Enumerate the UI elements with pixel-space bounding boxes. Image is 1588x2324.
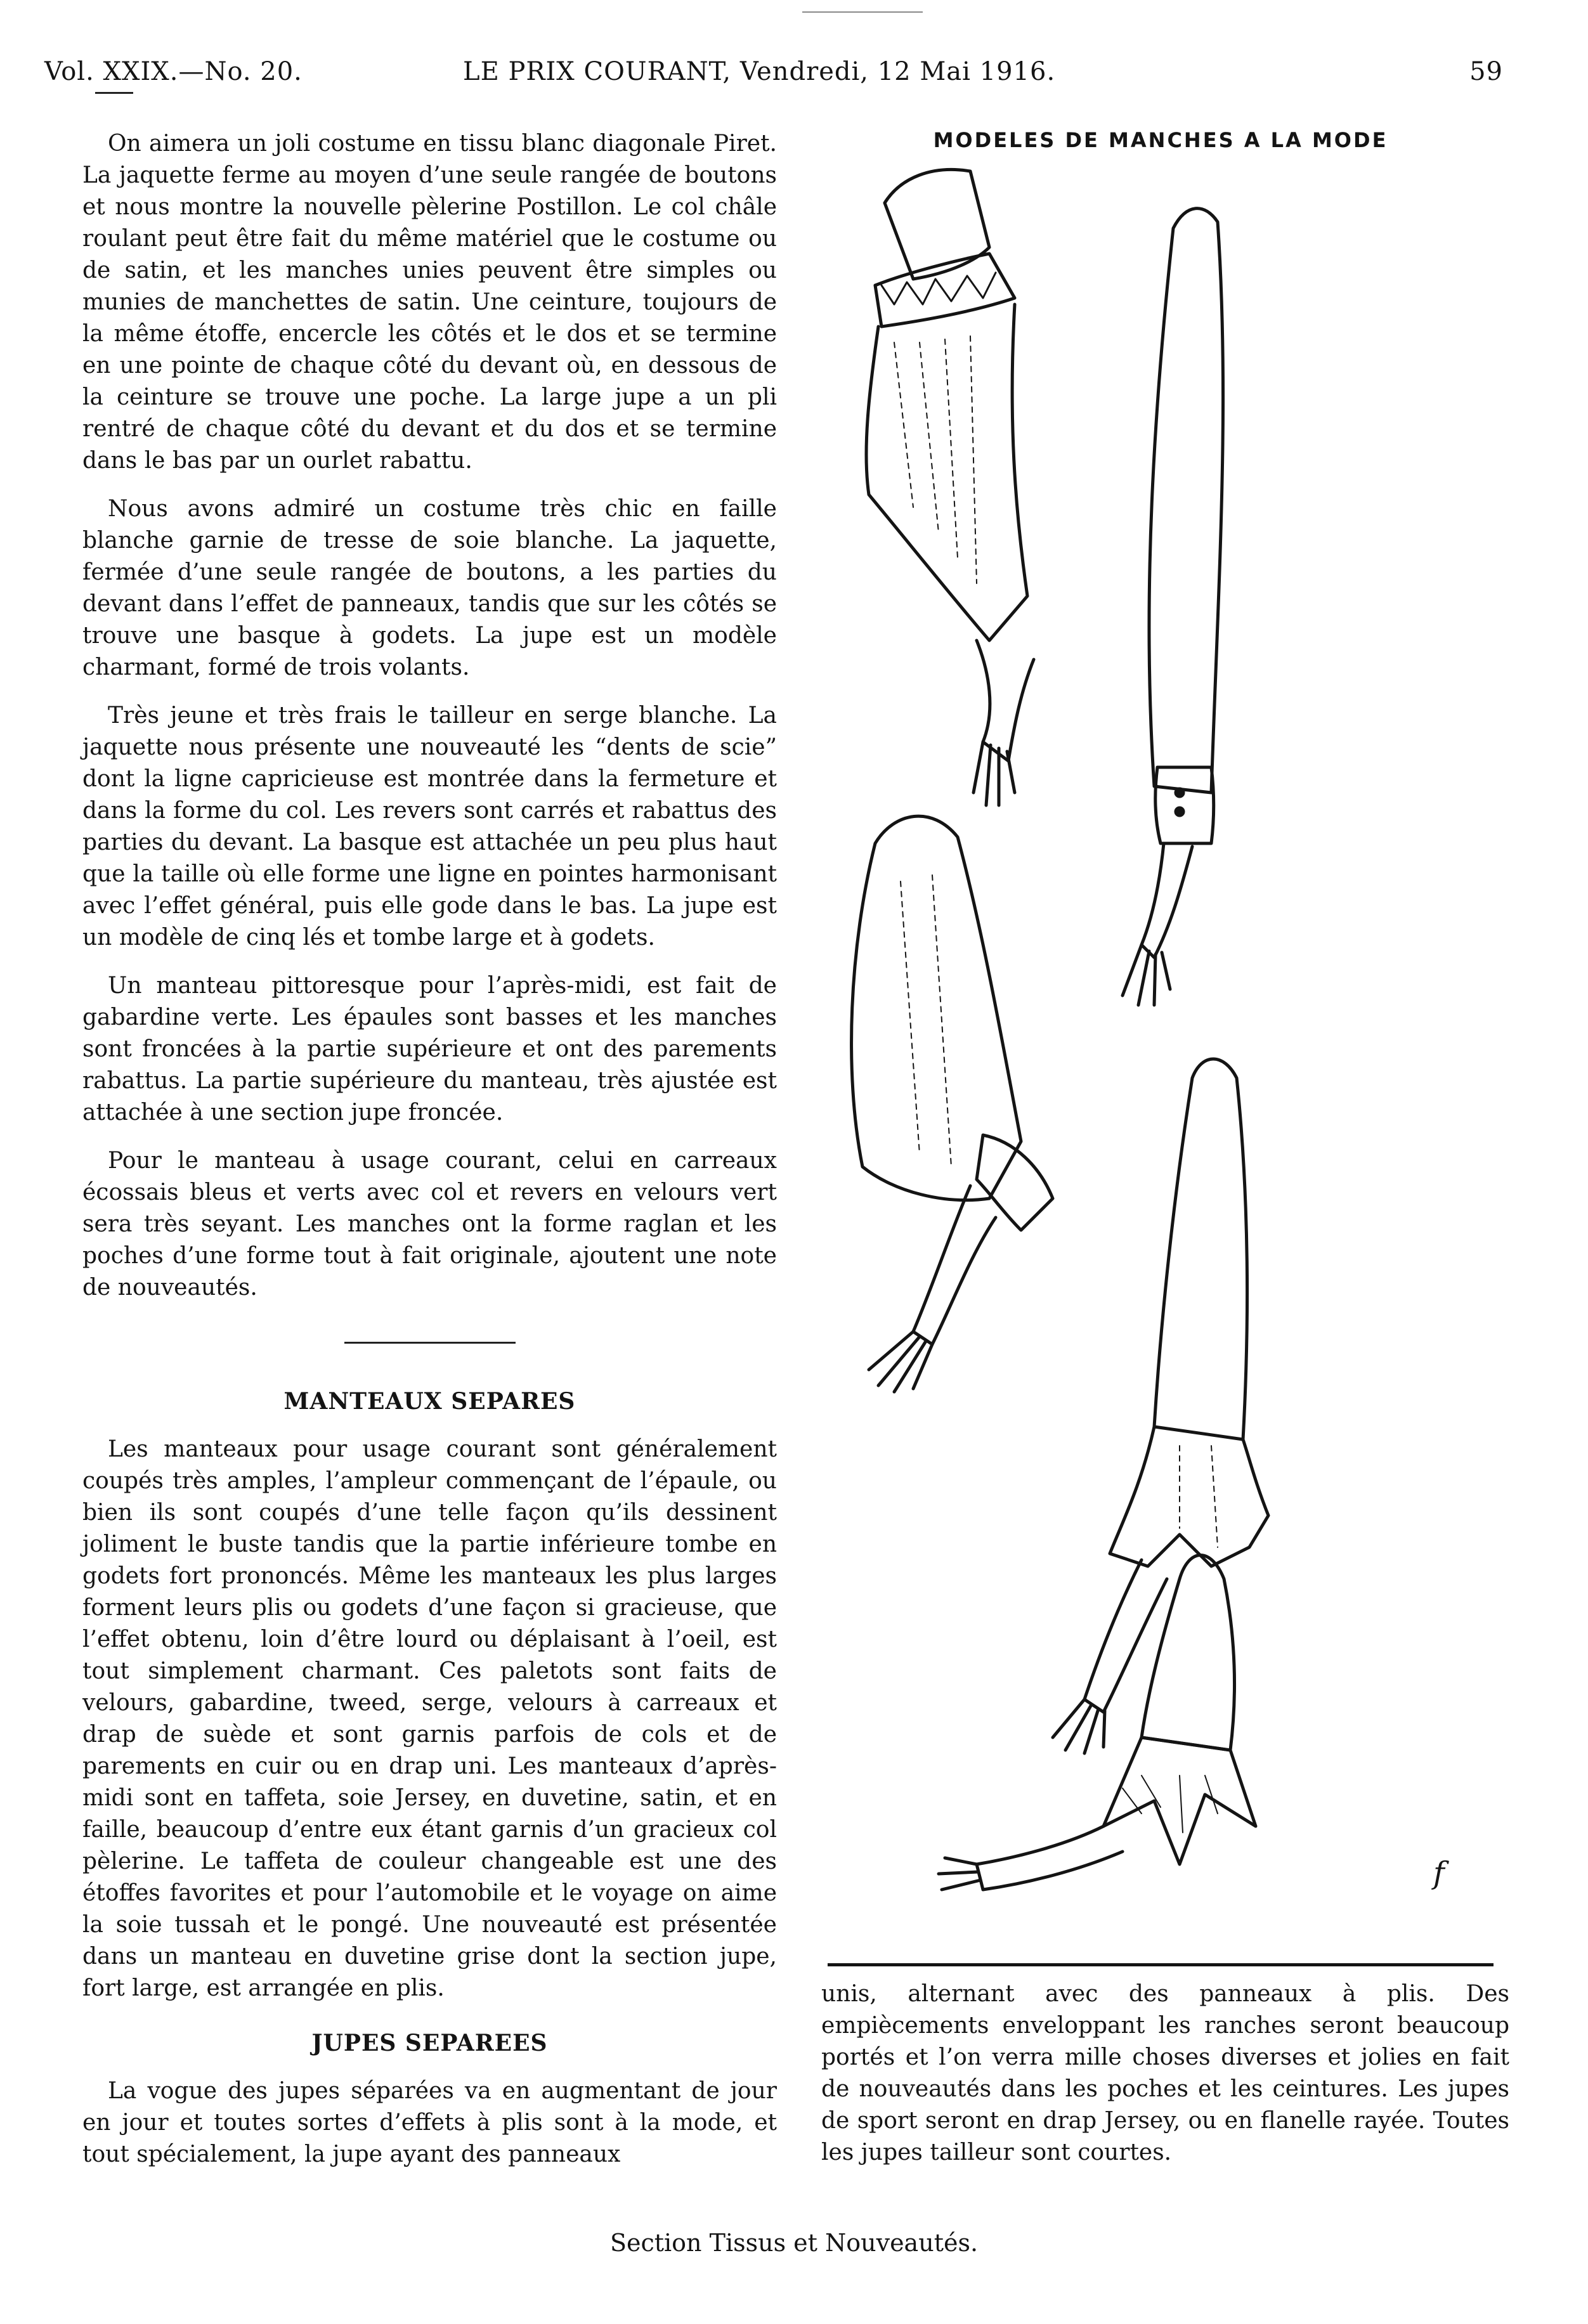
heading-manteaux-separes: MANTEAUX SEPARES [283,1388,576,1415]
page-header [44,57,1503,101]
paragraph-manteaux-separes: Les manteaux pour usage courant sont généralement coupés très amples, l’ampleur commençant de l’épaule, ou bien ils sont coupés d’une telle façon qu’ils dessinent joliment le buste tandis que la partie inférieure tombe en godets fort prononcés. Même les manteaux les plus larges forment leurs plis ou godets d’une façon si gracieuse, que l’effet obtenu, loin d’être lourd ou déplaisant à l’oeil, est tout simplement charmant. Ces paletots sont faits de velours, gabardine, tweed, serge, velours à carreaux et drap de suède et sont garnis parfois de cols et de parements en cuir ou en drap uni. Les manteaux d’après-midi sont en taffeta, soie Jersey, en duvetine, satin, et en faille, beaucoup d’entre eux étant garnis d’un gracieux col pèlerine. Le taffeta de couleur changeable est une des étoffes favorites et pour l’automobile et le voyage on aime la soie tussah et le pongé. Une nouveauté est présentée dans un manteau en duvetine grise dont la section jupe, fort large, est arrangée en plis. [82,1436,777,2001]
illustration-bottom-rule [828,1963,1494,1966]
page-footer: Section Tissus et Nouveautés. [609,2229,979,2257]
paragraph-tailleur-serge: Très jeune et très frais le tailleur en serge blanche. La jaquette nous présente une nouveauté les “dents de scie” dont la ligne capricieuse est montrée dans la fermeture et dans la forme du col. Les revers sont carrés et rabattus des parties du devant. La basque est attachée un peu plus haut que la taille où elle forme une ligne en pointes harmonisant avec l’effet général, puis elle gode dans le bas. La jupe est un modèle de cinq lés et tombe large et à godets. [82,703,777,951]
paragraph-costume-piret: On aimera un joli costume en tissu blanc diagonale Piret. La jaquette ferme au moyen d’une seule rangée de boutons et nous montre la nouvelle pèlerine Postillon. Le col châle roulant peut être fait du même matériel que le costume ou de satin, et les manches unies peuvent être simples ou munies de manchettes de satin. Une ceinture, toujours de la même étoffe, encercle les côtés et le dos et se termine en une pointe de chaque côté du devant où, en dessous de la ceinture se trouve une poche. La large jupe a un pli rentré de chaque côté du devant et du dos et se termine dans le bas par un ourlet rabattu. [82,131,777,474]
right-column [821,1978,1509,2169]
illustration-title: MODELES DE MANCHES A LA MODE [933,128,1388,152]
paragraph-manteau-gabardine: Un manteau pittoresque pour l’après-midi, est fait de gabardine verte. Les épaules sont basses et les manches sont froncées à la partie supérieure et ont des parements rabattus. La partie supérieure du manteau, très ajustée est attachée à une section jupe froncée. [82,973,777,1126]
header-rule [95,92,133,94]
sleeve-drawing-ruffled-bell [866,169,1034,805]
section-divider [344,1342,516,1344]
top-margin-rule [802,11,923,13]
sleeve-illustrations [824,152,1522,1915]
paragraph-manteau-carreaux: Pour le manteau à usage courant, celui en carreaux écossais bleus et verts avec col et revers en velours vert sera très seyant. Les manches ont la forme raglan et les poches d’une forme tout à fait originale, ajoutent une note de nouveautés. [82,1148,777,1301]
heading-jupes-separees: JUPES SEPAREES [311,2030,548,2056]
sleeve-drawing-puffed-cuff [852,816,1053,1392]
left-column [82,128,777,2187]
illustrator-signature: f [1433,1855,1445,1891]
paragraph-jupes-continued: unis, alternant avec des panneaux à plis. Des empiècements enveloppant les ranches seront beaucoup portés et l’on verra mille choses diverses et jolies en fait de nouveautés dans les poches et les ceintures. Les jupes de sport seront en drap Jersey, ou en flanelle rayée. Toutes les jupes tailleur sont courtes. [821,1981,1509,2165]
page-number: 59 [1469,57,1503,86]
sleeve-drawing-pleated-cuff [939,1555,1256,1890]
volume-number: Vol. XXIX.—No. 20. [44,57,303,86]
paragraph-costume-faille: Nous avons admiré un costume très chic en faille blanche garnie de tresse de soie blanche. La jaquette, fermée d’une seule rangée de boutons, a les parties du devant dans l’effet de panneaux, tandis que sur les côtés se trouve une basque à godets. La jupe est un modèle charmant, formé de trois volants. [82,496,777,680]
sleeve-drawing-long-fitted [1123,209,1223,1005]
publication-title: LE PRIX COURANT, Vendredi, 12 Mai 1916. [463,57,1056,86]
paragraph-jupes-separees: La vogue des jupes séparées va en augmentant de jour en jour et toutes sortes d’effets à plis sont à la mode, et tout spécialement, la jupe ayant des panneaux [82,2078,777,2167]
